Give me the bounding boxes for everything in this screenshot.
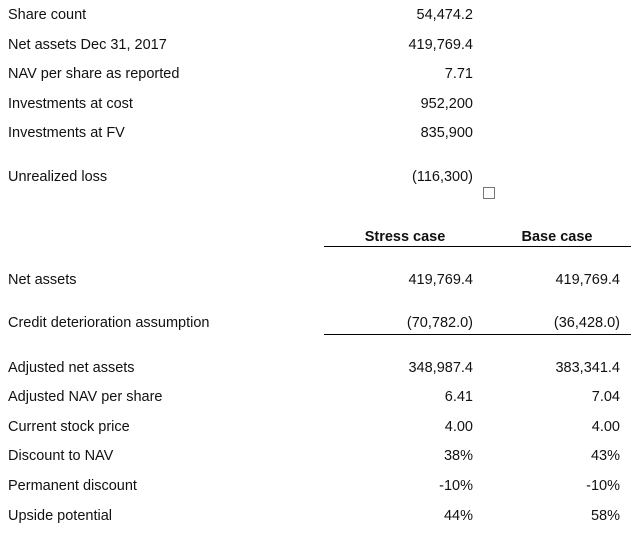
net-assets-date-row bbox=[0, 35, 640, 55]
upside-potential-base: 58% bbox=[590, 508, 620, 524]
adjusted-net-assets-stress: 348,987.4 bbox=[408, 360, 473, 376]
stress-case-header: Stress case bbox=[364, 229, 446, 245]
adjusted-net-assets-base: 383,341.4 bbox=[555, 360, 620, 376]
adjusted-net-assets-row bbox=[0, 358, 640, 378]
stock-price-base: 4.00 bbox=[591, 419, 620, 435]
net-assets-row bbox=[0, 270, 640, 290]
credit-deterioration-row bbox=[0, 313, 640, 333]
subtotal-rule bbox=[324, 334, 631, 335]
investments-cost-row bbox=[0, 94, 640, 114]
discount-nav-base: 43% bbox=[590, 448, 620, 464]
stock-price-stress: 4.00 bbox=[444, 419, 473, 435]
upside-potential-stress: 44% bbox=[443, 508, 473, 524]
permanent-discount-row bbox=[0, 476, 640, 496]
discount-nav-label: Discount to NAV bbox=[8, 448, 114, 464]
net-assets-date-value: 419,769.4 bbox=[408, 37, 473, 53]
unrealized-loss-row bbox=[0, 167, 640, 187]
net-assets-label: Net assets bbox=[8, 272, 77, 288]
permanent-discount-label: Permanent discount bbox=[8, 478, 137, 494]
unrealized-loss-label: Unrealized loss bbox=[8, 169, 108, 185]
investments-fv-row bbox=[0, 123, 640, 143]
net-assets-date-label: Net assets Dec 31, 2017 bbox=[8, 37, 167, 53]
discount-nav-stress: 38% bbox=[443, 448, 473, 464]
share-count-label: Share count bbox=[8, 7, 87, 23]
discount-nav-row bbox=[0, 446, 640, 466]
credit-deterioration-base: (36,428.0) bbox=[553, 315, 620, 331]
investments-cost-label: Investments at cost bbox=[8, 96, 133, 112]
stock-price-row bbox=[0, 417, 640, 437]
nav-per-share-label: NAV per share as reported bbox=[8, 66, 180, 82]
adjusted-nav-stress: 6.41 bbox=[444, 389, 473, 405]
upside-potential-label: Upside potential bbox=[8, 508, 112, 524]
adjusted-nav-base: 7.04 bbox=[591, 389, 620, 405]
net-assets-base: 419,769.4 bbox=[555, 272, 620, 288]
stock-price-label: Current stock price bbox=[8, 419, 130, 435]
checkbox-icon[interactable] bbox=[483, 187, 495, 199]
adjusted-nav-row bbox=[0, 387, 640, 407]
base-case-header: Base case bbox=[521, 229, 593, 245]
adjusted-net-assets-label: Adjusted net assets bbox=[8, 360, 135, 376]
nav-per-share-value: 7.71 bbox=[444, 66, 473, 82]
adjusted-nav-label: Adjusted NAV per share bbox=[8, 389, 163, 405]
header-underline bbox=[324, 246, 631, 247]
investments-fv-value: 835,900 bbox=[420, 125, 473, 141]
share-count-row bbox=[0, 5, 640, 25]
credit-deterioration-stress: (70,782.0) bbox=[406, 315, 473, 331]
net-assets-stress: 419,769.4 bbox=[408, 272, 473, 288]
upside-potential-row bbox=[0, 506, 640, 526]
credit-deterioration-label: Credit deterioration assumption bbox=[8, 315, 210, 331]
permanent-discount-stress: -10% bbox=[439, 478, 473, 494]
nav-per-share-row bbox=[0, 64, 640, 84]
unrealized-loss-value: (116,300) bbox=[412, 169, 473, 185]
share-count-value: 54,474.2 bbox=[416, 7, 473, 23]
permanent-discount-base: -10% bbox=[586, 478, 620, 494]
investments-cost-value: 952,200 bbox=[420, 96, 473, 112]
investments-fv-label: Investments at FV bbox=[8, 125, 125, 141]
